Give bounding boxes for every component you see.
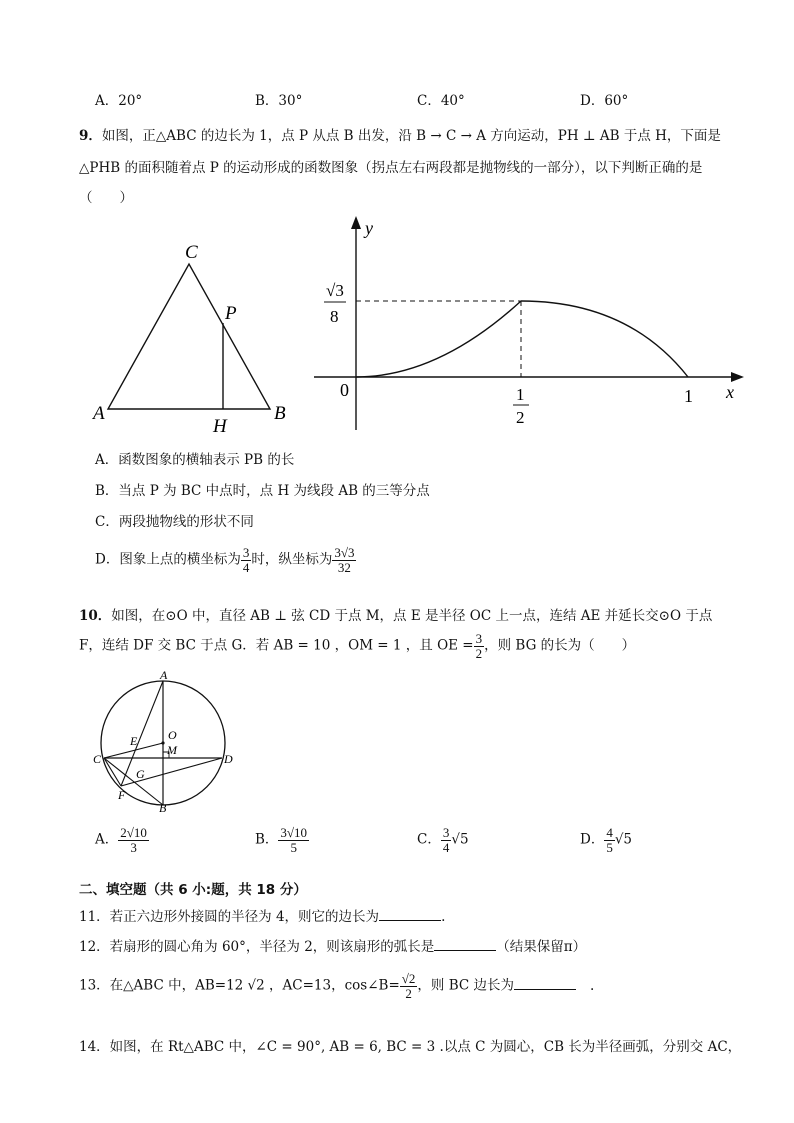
q9-option-b: B．当点 P 为 BC 中点时，点 H 为线段 AB 的三等分点 [95, 483, 430, 499]
frac-den: 5 [606, 839, 613, 855]
center-dot [161, 741, 164, 744]
frac-den: 4 [242, 559, 250, 575]
q10-stem-text3: ，则 BG 的长为（ ） [484, 637, 636, 654]
option-tail: √5 [614, 831, 633, 848]
q12-end: （结果保留π） [496, 939, 587, 955]
origin-label: 0 [340, 380, 349, 400]
segment-cf [104, 758, 121, 786]
q12 [79, 935, 586, 955]
q10-option-c [417, 826, 469, 854]
axis-label-y: y [365, 218, 373, 238]
q10-circle-figure [90, 666, 240, 816]
option-label: D． [580, 831, 605, 848]
frac-num: 2√10 [120, 825, 147, 840]
q10-option-b [255, 826, 309, 854]
fraction-root2-over-2 [400, 972, 418, 1000]
x-axis-arrow-icon [731, 372, 744, 382]
q8-option-b: B．30° [255, 93, 303, 109]
q9-stem-text1: 如图，正△ABC 的边长为 1，点 P 从点 B 出发，沿 B → C → A 方向运动，PH ⊥ AB 于点 H，下面是 [101, 128, 721, 144]
label-h: H [213, 416, 227, 437]
section-title: 二、填空题（共 6 小:题，共 18 分） [79, 882, 307, 898]
label-b: B [274, 403, 286, 424]
q10-option-a [95, 826, 149, 854]
frac-num: 3 [442, 825, 450, 840]
label-e: E [130, 734, 138, 748]
q9-option-c: C．两段抛物线的形状不同 [95, 514, 254, 530]
label-f: F [118, 788, 126, 802]
q9-option-d-text1: D．图象上点的横坐标为 [95, 551, 241, 568]
label-d: D [224, 752, 233, 766]
q9-triangle-figure [85, 236, 300, 441]
q13-end: . [590, 977, 595, 994]
q13-answer-blank[interactable] [514, 977, 576, 990]
q13 [79, 972, 594, 1000]
q10-stem-text1: 如图，在⊙O 中，直径 AB ⊥ 弦 CD 于点 M，点 E 是半径 OC 上一点，连结 AE 并延长交⊙O 于点 [111, 608, 713, 624]
q9-stem-line2: △PHB 的面积随着点 P 的运动形成的函数图象（拐点左右两段都是抛物线的一部分），以下判断正确的是 [79, 160, 703, 176]
q12-text: 12．若扇形的圆心角为 60°，半径为 2，则该扇形的弧长是 [79, 939, 435, 955]
q10-option-d [580, 826, 632, 854]
frac-num: 3 [475, 631, 483, 646]
q9-stem-line1 [79, 124, 721, 144]
label-c: C [185, 242, 198, 263]
triangle-abc [108, 264, 270, 409]
label-p: P [225, 303, 237, 324]
label-a: A [93, 403, 105, 424]
frac-den: 4 [442, 839, 450, 855]
frac-num: 3√10 [280, 825, 308, 840]
q13-text2: ，则 BC 边长为 [417, 977, 514, 994]
label-o: O [168, 728, 177, 742]
axis-label-x: x [726, 382, 734, 402]
frac-num: 3 [242, 545, 250, 560]
q10-stem-text2: F，连结 DF 交 BC 于点 G．若 AB = 10 ，OM = 1 ，且 OE = [79, 637, 474, 654]
frac-den: 2 [405, 985, 412, 1001]
q9-option-d-text2: 时，纵坐标为 [251, 551, 333, 568]
frac-num: 4 [606, 825, 613, 840]
q14: 14．如图，在 Rt△ABC 中，∠C = 90°, AB = 6, BC = 3 .以点 C 为圆心，CB 长为半径画弧，分别交 AC， [79, 1039, 742, 1055]
q10-stem-line2 [79, 632, 635, 660]
frac-den: 5 [290, 839, 297, 855]
option-fraction [604, 826, 615, 854]
option-label: A． [95, 831, 119, 848]
ytick-denominator: 8 [330, 307, 339, 326]
label-g: G [136, 767, 145, 781]
option-fraction [278, 826, 309, 854]
y-axis-arrow-icon [351, 216, 361, 229]
label-c: C [93, 752, 102, 766]
q11 [79, 905, 445, 925]
option-tail: √5 [451, 831, 469, 848]
xtick-half-numerator: 1 [516, 385, 525, 404]
q11-text: 11．若正六边形外接圆的半径为 4，则它的边长为 [79, 909, 380, 925]
frac-den: 32 [337, 559, 351, 575]
option-label: B． [255, 831, 279, 848]
q13-text1: 13．在△ABC 中，AB=12 √2 ，AC=13，cos∠B= [79, 977, 400, 994]
q9-option-d [95, 546, 356, 574]
q10-stem-line1 [79, 604, 712, 624]
label-b: B [159, 801, 167, 815]
q11-answer-blank[interactable] [379, 908, 441, 921]
frac-num: 3√3 [334, 545, 355, 560]
frac-den: 2 [475, 645, 483, 661]
curve-left-parabola [356, 301, 521, 377]
q9-answer-paren: （ ） [79, 190, 133, 206]
q9-function-graph [310, 212, 760, 434]
q12-answer-blank[interactable] [434, 938, 496, 951]
xtick-half-denominator: 2 [516, 408, 525, 427]
curve-right-parabola [521, 301, 688, 377]
fraction-3root3-over-32 [332, 546, 356, 574]
ytick-numerator: √3 [326, 281, 344, 300]
label-m: M [167, 743, 177, 757]
q9-option-a: A．函数图象的横轴表示 PB 的长 [95, 452, 295, 468]
option-fraction [441, 826, 452, 854]
option-fraction [118, 826, 149, 854]
q8-option-a: A．20° [95, 93, 143, 109]
xtick-one: 1 [684, 386, 693, 406]
q9-number: 9． [79, 128, 102, 144]
fraction-three-quarters [241, 546, 252, 574]
fraction-oe [474, 632, 485, 660]
option-label: C． [417, 831, 441, 848]
q8-option-c: C．40° [417, 93, 465, 109]
q8-option-d: D．60° [580, 93, 629, 109]
frac-num: √2 [401, 971, 416, 986]
q10-number: 10． [79, 608, 112, 624]
label-a: A [160, 668, 168, 682]
frac-den: 3 [130, 839, 137, 855]
q11-end: . [441, 909, 446, 925]
